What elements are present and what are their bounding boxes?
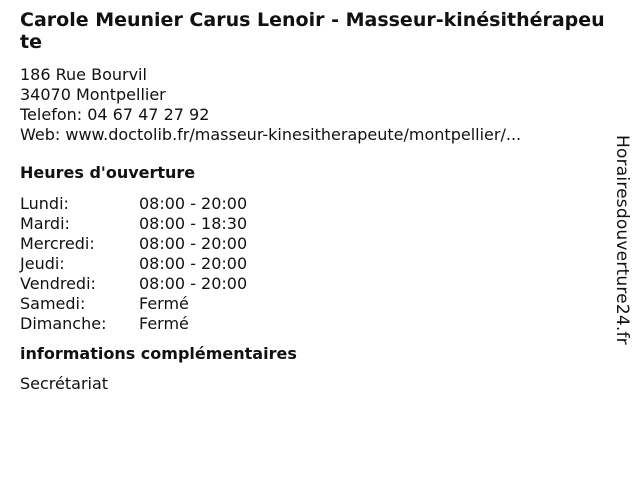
hours-time: 08:00 - 18:30	[139, 214, 248, 233]
hours-day: Mercredi:	[20, 234, 95, 253]
hours-row-sunday	[20, 314, 610, 334]
phone-number[interactable]: Telefon: 04 67 47 27 92	[20, 105, 210, 124]
additional-info-heading: informations complémentaires	[20, 344, 297, 363]
hours-day: Dimanche:	[20, 314, 107, 333]
hours-day: Samedi:	[20, 294, 86, 313]
additional-info-text: Secrétariat	[20, 374, 109, 393]
business-card	[20, 9, 610, 394]
address-block	[20, 65, 610, 145]
hours-row-friday	[20, 274, 610, 294]
hours-time: Fermé	[139, 294, 189, 313]
hours-row-wednesday	[20, 234, 610, 254]
hours-row-saturday	[20, 294, 610, 314]
hours-row-tuesday	[20, 214, 610, 234]
hours-day: Vendredi:	[20, 274, 96, 293]
hours-row-thursday	[20, 254, 610, 274]
hours-time: 08:00 - 20:00	[139, 254, 248, 273]
website-link[interactable]: Web: www.doctolib.fr/masseur-kinesitherapeute/montpellier/...	[20, 125, 522, 144]
site-watermark: Horairesdouverture24.fr	[612, 135, 632, 345]
opening-hours-table	[20, 194, 610, 334]
hours-day: Jeudi:	[20, 254, 65, 273]
hours-time: 08:00 - 20:00	[139, 274, 248, 293]
business-name: Carole Meunier Carus Lenoir - Masseur-kinésithérapeute	[20, 9, 605, 53]
hours-day: Lundi:	[20, 194, 69, 213]
hours-row-monday	[20, 194, 610, 214]
hours-time: 08:00 - 20:00	[139, 234, 248, 253]
opening-hours-heading: Heures d'ouverture	[20, 163, 196, 182]
hours-day: Mardi:	[20, 214, 70, 233]
hours-time: 08:00 - 20:00	[139, 194, 248, 213]
city-postal: 34070 Montpellier	[20, 85, 166, 104]
street-address: 186 Rue Bourvil	[20, 65, 147, 84]
hours-time: Fermé	[139, 314, 189, 333]
